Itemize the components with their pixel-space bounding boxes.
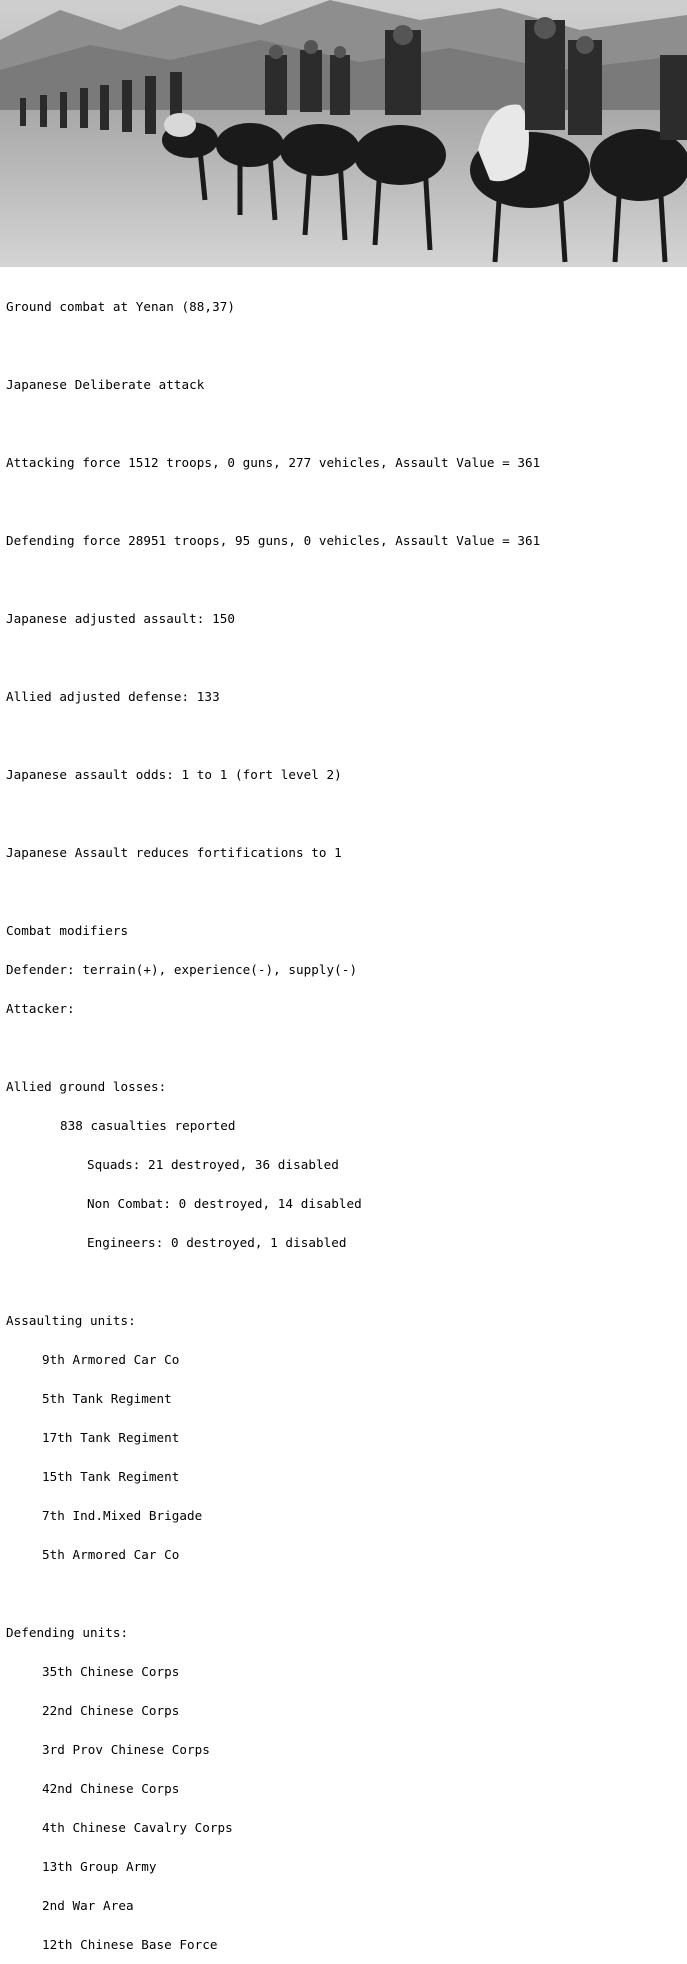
adjusted-assault: Japanese adjusted assault: 150 [6, 611, 235, 626]
defending-unit: 13th Group Army [42, 1859, 157, 1874]
adjusted-defense: Allied adjusted defense: 133 [6, 689, 220, 704]
defending-unit: 12th Chinese Base Force [42, 1937, 218, 1952]
combat-location: Ground combat at Yenan (88,37) [6, 299, 235, 314]
squads-losses: Squads: 21 destroyed, 36 disabled [87, 1157, 339, 1172]
cavalry-photo [0, 0, 687, 267]
engineers-losses: Engineers: 0 destroyed, 1 disabled [87, 1235, 347, 1250]
assaulting-unit: 7th Ind.Mixed Brigade [42, 1508, 203, 1523]
attack-type: Japanese Deliberate attack [6, 377, 205, 392]
non-combat-losses: Non Combat: 0 destroyed, 14 disabled [87, 1196, 362, 1211]
assault-odds: Japanese assault odds: 1 to 1 (fort level 2) [6, 767, 342, 782]
fortification-result: Japanese Assault reduces fortifications to 1 [6, 845, 342, 860]
casualties-total: 838 casualties reported [60, 1118, 236, 1133]
defending-force: Defending force 28951 troops, 95 guns, 0 vehicles, Assault Value = 361 [6, 533, 541, 548]
defending-header: Defending units: [6, 1625, 129, 1640]
defender-modifiers: Defender: terrain(+), experience(-), supply(-) [6, 962, 358, 977]
defending-unit: 42nd Chinese Corps [42, 1781, 180, 1796]
assaulting-unit: 5th Tank Regiment [42, 1391, 172, 1406]
defending-unit: 4th Chinese Cavalry Corps [42, 1820, 233, 1835]
defending-unit: 35th Chinese Corps [42, 1664, 180, 1679]
combat-report [6, 274, 682, 1964]
defending-unit: 22nd Chinese Corps [42, 1703, 180, 1718]
assaulting-unit: 17th Tank Regiment [42, 1430, 180, 1445]
assaulting-unit: 5th Armored Car Co [42, 1547, 180, 1562]
assaulting-header: Assaulting units: [6, 1313, 136, 1328]
assaulting-unit: 15th Tank Regiment [42, 1469, 180, 1484]
modifiers-header: Combat modifiers [6, 923, 129, 938]
attacking-force: Attacking force 1512 troops, 0 guns, 277 vehicles, Assault Value = 361 [6, 455, 541, 470]
defending-unit: 2nd War Area [42, 1898, 134, 1913]
defending-unit: 3rd Prov Chinese Corps [42, 1742, 210, 1757]
assaulting-unit: 9th Armored Car Co [42, 1352, 180, 1367]
attacker-modifiers: Attacker: [6, 1001, 75, 1016]
losses-header: Allied ground losses: [6, 1079, 167, 1094]
